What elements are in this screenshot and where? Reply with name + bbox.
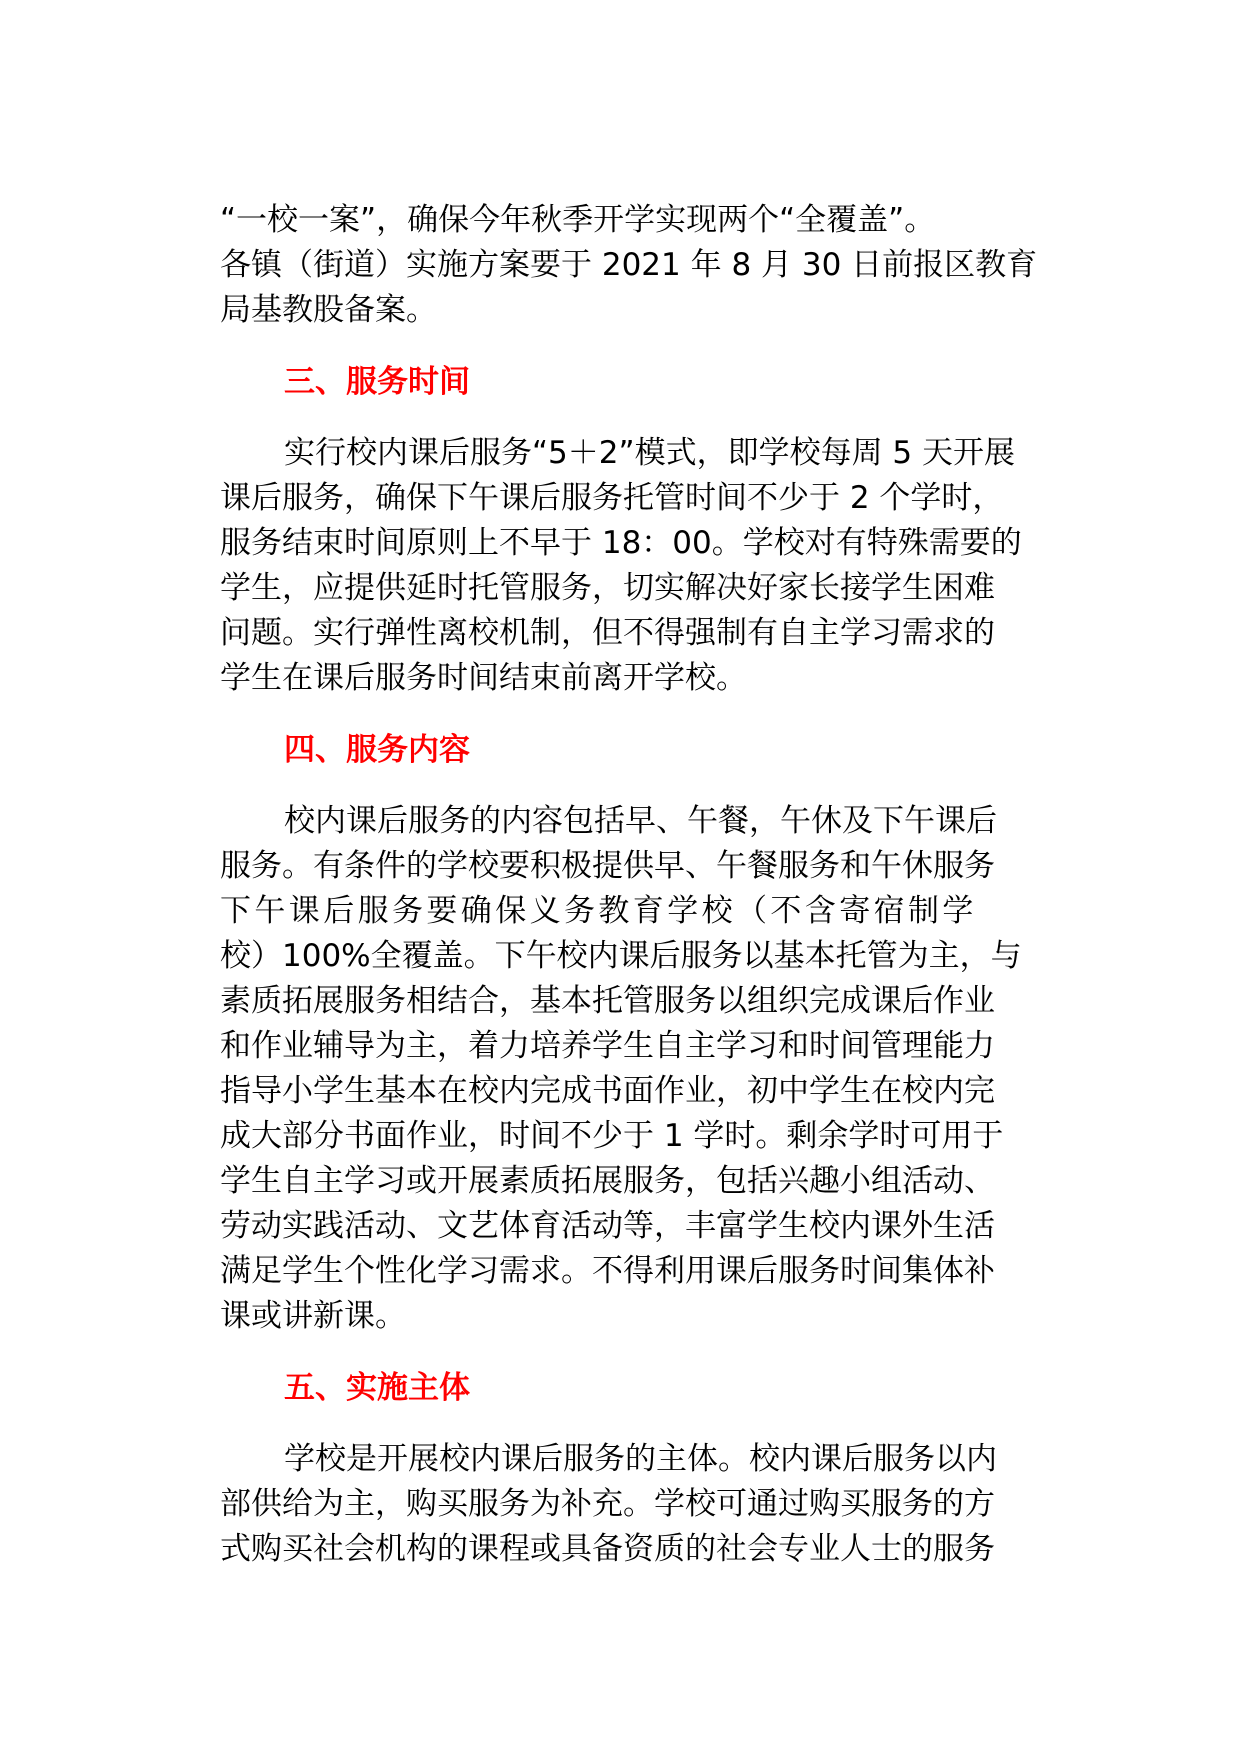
text-line: 成大部分书面作业，时间不少于 1 学时。剩余学时可用于 [220, 1118, 1004, 1154]
text-line: “一校一案”，确保今年秋季开学实现两个“全覆盖”。 [220, 202, 936, 238]
text-line: 下午课后服务要确保义务教育学校（不含寄宿制学 [220, 893, 977, 929]
document-page [220, 198, 1088, 1572]
text-line: 部供给为主，购买服务为补充。学校可通过购买服务的方 [220, 1486, 995, 1522]
text-line: 学校是开展校内课后服务的主体。校内课后服务以内 [284, 1441, 997, 1477]
text-line: 和作业辅导为主，着力培养学生自主学习和时间管理能力 [220, 1028, 995, 1064]
section-heading-service-time: 三、服务时间 [284, 364, 470, 400]
section-paragraph-service-time [220, 431, 1088, 701]
text-line: 问题。实行弹性离校机制，但不得强制有自主学习需求的 [220, 615, 995, 651]
section-paragraph-implementer [220, 1437, 1088, 1572]
text-line: 校）100%全覆盖。下午校内课后服务以基本托管为主，与 [220, 938, 1022, 974]
section-heading-service-content: 四、服务内容 [284, 732, 470, 768]
text-line: 学生自主学习或开展素质拓展服务，包括兴趣小组活动、 [220, 1163, 995, 1199]
text-line: 课后服务，确保下午课后服务托管时间不少于 2 个学时， [220, 480, 1004, 516]
text-line: 课或讲新课。 [220, 1298, 406, 1334]
text-line: 服务结束时间原则上不早于 18：00。学校对有特殊需要的 [220, 525, 1022, 561]
text-line: 指导小学生基本在校内完成书面作业，初中学生在校内完 [220, 1073, 995, 1109]
intro-paragraph [220, 198, 1088, 333]
text-line: 各镇（街道）实施方案要于 2021 年 8 月 30 日前报区教育 [220, 247, 1038, 283]
text-line: 校内课后服务的内容包括早、午餐，午休及下午课后 [284, 803, 997, 839]
text-line: 学生在课后服务时间结束前离开学校。 [220, 660, 747, 696]
text-line: 服务。有条件的学校要积极提供早、午餐服务和午休服务 [220, 848, 995, 884]
text-line: 素质拓展服务相结合，基本托管服务以组织完成课后作业 [220, 983, 995, 1019]
text-line: 局基教股备案。 [220, 292, 437, 328]
text-line: 式购买社会机构的课程或具备资质的社会专业人士的服务 [220, 1531, 995, 1567]
text-line: 学生，应提供延时托管服务，切实解决好家长接学生困难 [220, 570, 995, 606]
section-heading-implementer: 五、实施主体 [284, 1370, 470, 1406]
text-line: 劳动实践活动、文艺体育活动等，丰富学生校内课外生活 [220, 1208, 995, 1244]
section-paragraph-service-content [220, 799, 1088, 1339]
text-line: 实行校内课后服务“5＋2”模式，即学校每周 5 天开展 [284, 435, 1015, 471]
text-line: 满足学生个性化学习需求。不得利用课后服务时间集体补 [220, 1253, 995, 1289]
